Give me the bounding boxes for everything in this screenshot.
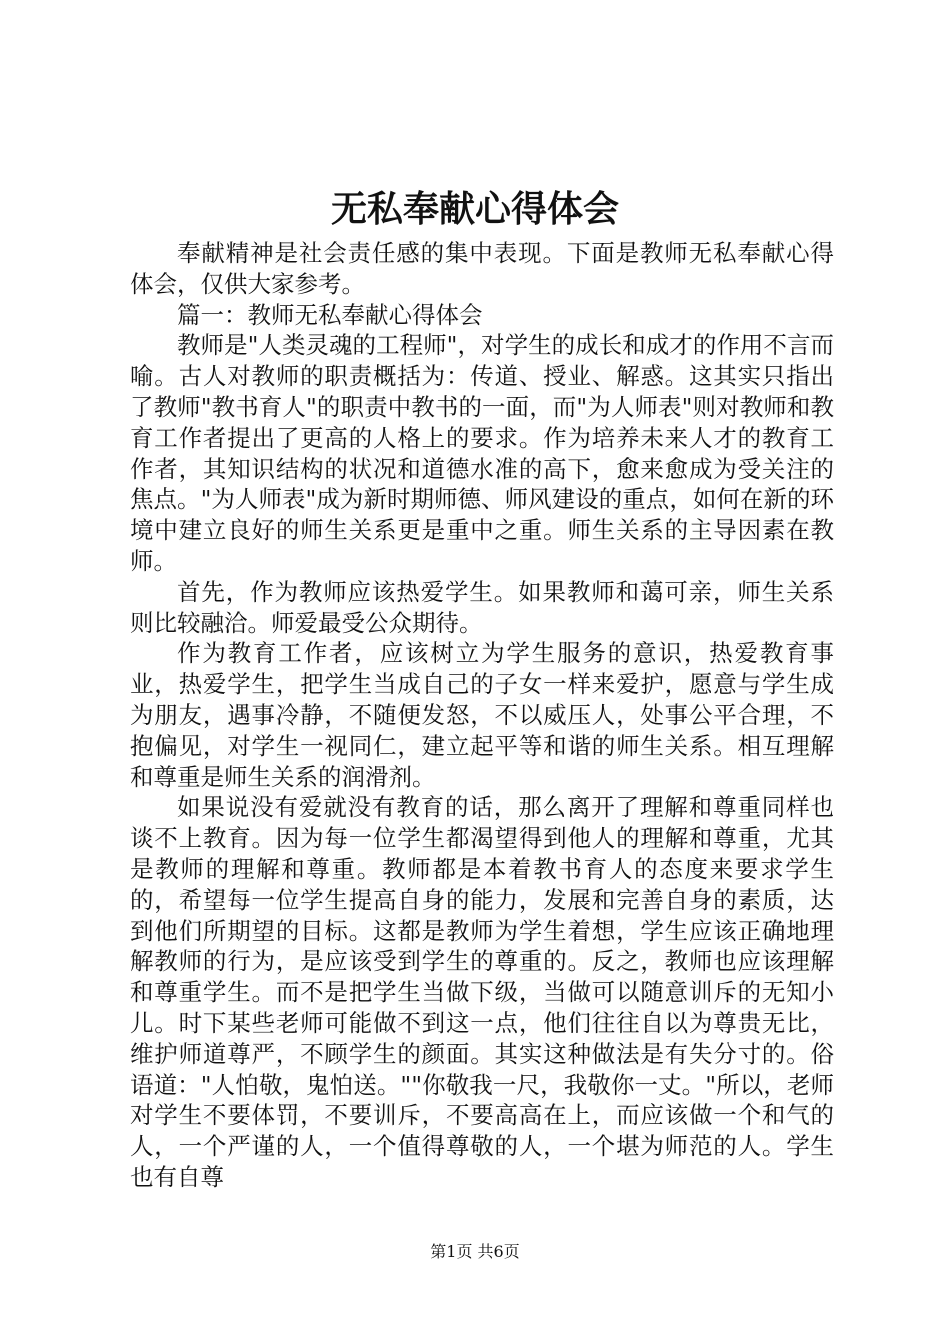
document-body <box>130 238 834 1193</box>
body-paragraph: 如果说没有爱就没有教育的话，那么离开了理解和尊重同样也谈不上教育。因为每一位学生都渴望得到他人的理解和尊重，尤其是教师的理解和尊重。教师都是本着教书育人的态度来要求学生的，希望每一位学生提高自身的能力，发展和完善自身的素质，达到他们所期望的目标。这都是教师为学生着想，学生应该正确地理解教师的行为，是应该受到学生的尊重的。反之，教师也应该理解和尊重学生。而不是把学生当做下级，当做可以随意训斥的无知小儿。时下某些老师可能做不到这一点，他们往往自以为尊贵无比，维护师道尊严，不顾学生的颜面。其实这种做法是有失分寸的。俗语道："人怕敬，鬼怕送。""你敬我一尺，我敬你一丈。"所以，老师对学生不要体罚，不要训斥，不要高高在上，而应该做一个和气的人，一个严谨的人，一个值得尊敬的人，一个堪为师范的人。学生也有自尊 <box>130 793 834 1191</box>
body-paragraph: 首先，作为教师应该热爱学生。如果教师和蔼可亲，师生关系则比较融洽。师爱最受公众期待。 <box>130 577 834 637</box>
body-paragraph: 作为教育工作者，应该树立为学生服务的意识，热爱教育事业，热爱学生，把学生当成自己的子女一样来爱护，愿意与学生成为朋友，遇事冷静，不随便发怒，不以威压人，处事公平合理，不抱偏见，对学生一视同仁，建立起平等和谐的师生关系。相互理解和尊重是师生关系的润滑剂。 <box>130 639 834 791</box>
document-title: 无私奉献心得体会 <box>330 188 619 230</box>
page-footer: 第1页 共6页 <box>430 1242 520 1261</box>
section-heading: 篇一：教师无私奉献心得体会 <box>177 300 483 329</box>
intro-paragraph: 奉献精神是社会责任感的集中表现。下面是教师无私奉献心得体会，仅供大家参考。 <box>130 239 834 298</box>
body-paragraph: 教师是"人类灵魂的工程师"，对学生的成长和成才的作用不言而喻。古人对教师的职责概括为：传道、授业、解惑。这其实只指出了教师"教书育人"的职责中教书的一面，而"为人师表"则对教师和教育工作者提出了更高的人格上的要求。作为培养未来人才的教育工作者，其知识结构的状况和道德水准的高下，愈来愈成为受关注的焦点。"为人师表"成为新时期师德、师风建设的重点，如何在新的环境中建立良好的师生关系更是重中之重。师生关系的主导因素在教师。 <box>130 331 834 575</box>
